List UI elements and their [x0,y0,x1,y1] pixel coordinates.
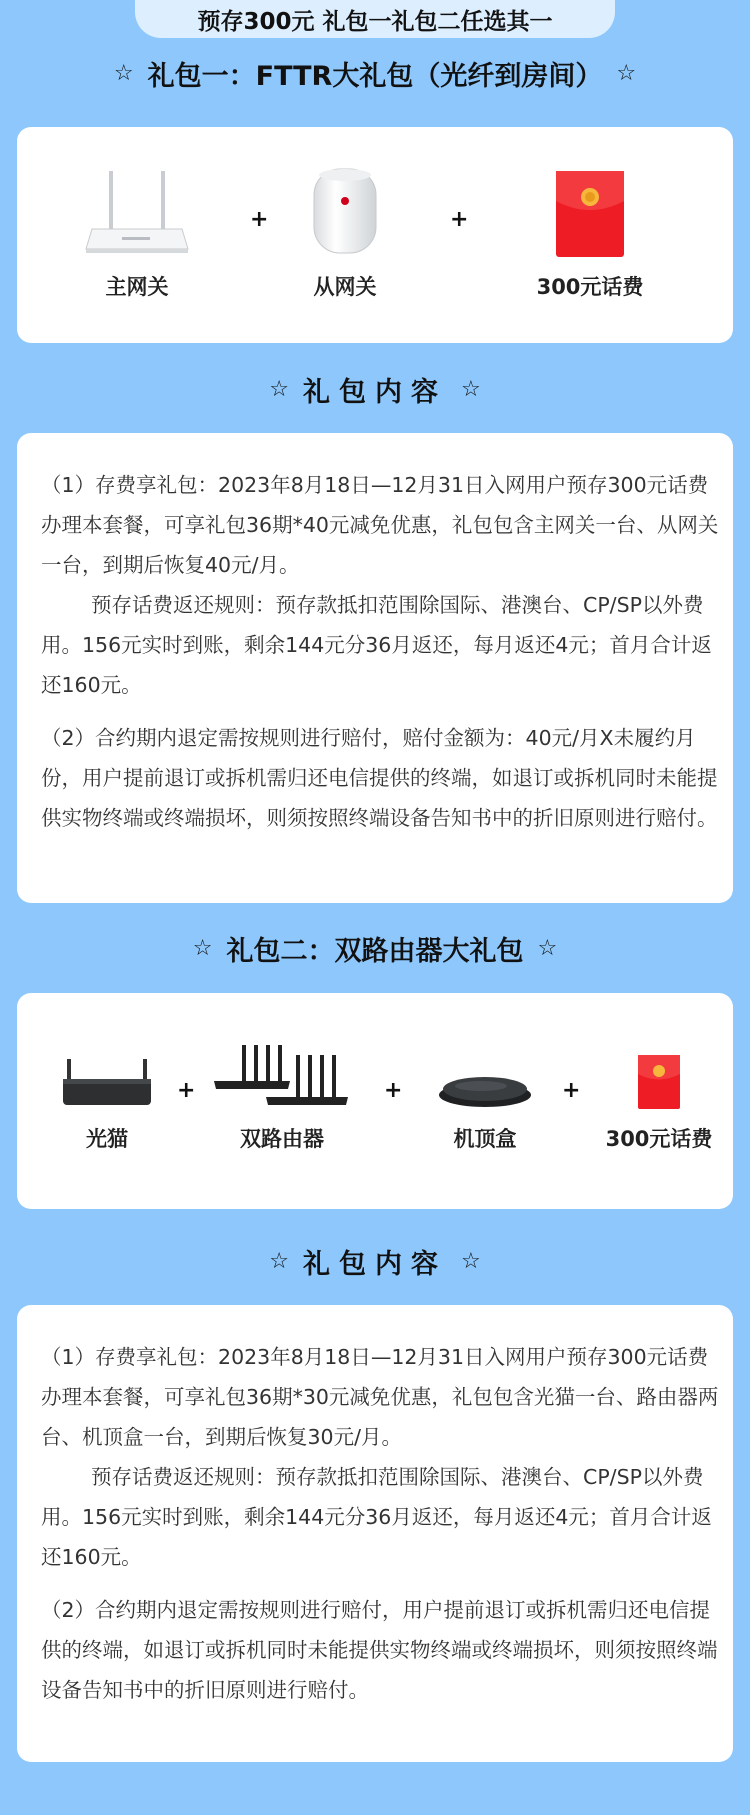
package2-content [41,1337,721,1710]
package2-products-card [17,993,733,1209]
star-icon: ☆ [616,60,637,86]
package1-products-card [17,127,733,343]
plus-sign: + [177,1078,196,1103]
product-label: 从网关 [313,275,377,299]
package1-content-card [17,433,733,903]
package2-content-title [0,1246,750,1280]
product-optical-modem[interactable] [52,1043,162,1153]
product-phone-credit[interactable] [520,167,660,301]
content-title-text: 礼包内容 [303,376,447,408]
content-paragraph: （1）存费享礼包：2023年8月18日—12月31日入网用户预存300元话费办理本套餐，可享礼包36期*40元减免优惠，礼包包含主网关一台、从网关一台，到期后恢复40元/月。 [41,473,719,577]
product-label: 光猫 [86,1127,128,1151]
package1-content-title [0,374,750,408]
product-label: 主网关 [105,275,169,299]
package1-content [41,465,721,838]
red-envelope-icon [638,1055,680,1109]
product-label: 双路由器 [240,1127,324,1151]
package2-content-card [17,1305,733,1762]
optical-modem-icon [61,1057,153,1109]
product-label: 机顶盒 [453,1127,517,1151]
plus-sign: + [250,207,269,232]
set-top-box-icon [437,1069,533,1109]
star-icon: ☆ [192,935,213,961]
content-title-text: 礼包内容 [303,1248,447,1280]
package2-title-text: 礼包二：双路由器大礼包 [226,935,524,967]
star-icon: ☆ [269,1248,289,1274]
red-envelope-icon [556,171,624,257]
content-paragraph: （1）存费享礼包：2023年8月18日—12月31日入网用户预存300元话费办理本套餐，可享礼包36期*30元减免优惠，礼包包含光猫一台、路由器两台、机顶盒一台，到期后恢复30元/月。 [41,1345,719,1449]
star-icon: ☆ [113,60,134,86]
plus-sign: + [384,1078,403,1103]
package1-title [0,58,750,92]
star-icon: ☆ [537,935,558,961]
content-paragraph: 预存话费返还规则：预存款抵扣范围除国际、港澳台、CP/SP以外费用。156元实时到账，剩余144元分36月返还，每月返还4元；首月合计返还160元。 [41,593,712,697]
package1-title-text: 礼包一：FTTR大礼包（光纤到房间） [147,60,603,92]
banner-text: 预存300元 礼包一礼包二任选其一 [197,8,553,35]
star-icon: ☆ [461,1248,481,1274]
star-icon: ☆ [461,376,481,402]
product-label: 300元话费 [605,1127,713,1151]
content-paragraph: （2）合约期内退定需按规则进行赔付，用户提前退订或拆机需归还电信提供的终端，如退订或拆机同时未能提供实物终端或终端损坏，则须按照终端设备告知书中的折旧原则进行赔付。 [41,1598,718,1702]
package2-title [0,933,750,967]
star-icon: ☆ [269,376,289,402]
dual-router-icon [212,1043,352,1109]
plus-sign: + [562,1078,581,1103]
content-paragraph: （2）合约期内退定需按规则进行赔付，赔付金额为：40元/月X未履约月份，用户提前退订或拆机需归还电信提供的终端，如退订或拆机同时未能提供实物终端或终端损坏，则须按照终端设备告知书中的折旧原则进行赔付。 [41,726,718,830]
product-secondary-gateway[interactable] [285,167,405,301]
product-dual-router[interactable] [202,1038,362,1153]
secondary-gateway-icon [310,165,380,257]
product-main-gateway[interactable] [77,167,197,301]
product-set-top-box[interactable] [430,1043,540,1153]
top-banner [135,0,615,38]
product-phone-credit[interactable] [589,1043,729,1153]
product-label: 300元话费 [536,275,644,299]
plus-sign: + [450,207,469,232]
content-paragraph: 预存话费返还规则：预存款抵扣范围除国际、港澳台、CP/SP以外费用。156元实时到账，剩余144元分36月返还，每月返还4元；首月合计返还160元。 [41,1465,712,1569]
router-icon [82,167,192,257]
